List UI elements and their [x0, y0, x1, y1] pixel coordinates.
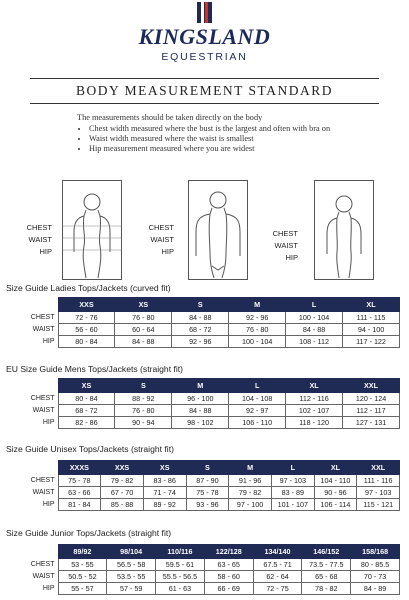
table-cell: 118 - 120 — [286, 417, 343, 429]
table-cell: 66 - 69 — [204, 583, 253, 595]
table-header-row — [6, 298, 400, 312]
child-labels — [266, 228, 298, 264]
guide-title-junior: Size Guide Junior Tops/Jackets (straight fit) — [6, 528, 172, 538]
header-corner — [6, 379, 58, 393]
row-label: CHEST — [30, 477, 55, 484]
table-cell: 97 - 103 — [271, 475, 314, 487]
size-header: 146/152 — [302, 545, 351, 559]
label-waist-child: WAIST — [274, 241, 298, 250]
label-hip: HIP — [39, 247, 52, 256]
table-cell: 60 - 64 — [115, 324, 172, 336]
table-row — [6, 312, 400, 324]
table-cell: 112 - 116 — [286, 393, 343, 405]
size-header: XL — [286, 379, 343, 393]
table-cell: 62 - 64 — [253, 571, 302, 583]
table-cell: 106 - 110 — [229, 417, 286, 429]
size-header: L — [229, 379, 286, 393]
size-header: S — [186, 461, 229, 475]
label-waist: WAIST — [28, 235, 52, 244]
table-cell: 78 - 82 — [302, 583, 351, 595]
table-cell: 92 - 97 — [229, 405, 286, 417]
row-label: WAIST — [32, 573, 55, 580]
table-cell: 63 - 66 — [58, 487, 101, 499]
table-cell: 100 - 104 — [286, 312, 343, 324]
size-header: 134/140 — [253, 545, 302, 559]
table-cell: 112 - 117 — [343, 405, 400, 417]
row-label: WAIST — [32, 326, 55, 333]
intro-lead: The measurements should be taken directly on the body — [77, 113, 263, 122]
size-header: L — [286, 298, 343, 312]
row-label: WAIST — [32, 489, 55, 496]
table-cell: 76 - 80 — [115, 312, 172, 324]
size-header: XL — [314, 461, 357, 475]
size-table-junior — [6, 544, 400, 595]
table-cell: 50.5 - 52 — [58, 571, 107, 583]
guide-title-mens: EU Size Guide Mens Tops/Jackets (straight fit) — [6, 364, 184, 374]
row-label: HIP — [42, 501, 55, 508]
table-cell: 90 - 94 — [115, 417, 172, 429]
woman-labels — [20, 222, 52, 258]
size-table-mens — [6, 378, 400, 429]
table-cell: 90 - 96 — [314, 487, 357, 499]
table-cell: 84 - 89 — [351, 583, 400, 595]
size-header: L — [271, 461, 314, 475]
table-cell: 53 - 55 — [58, 559, 107, 571]
table-cell: 67.5 - 71 — [253, 559, 302, 571]
table-cell: 98 - 102 — [172, 417, 229, 429]
label-waist-man: WAIST — [150, 235, 174, 244]
size-header: M — [229, 298, 286, 312]
table-cell: 65 - 68 — [302, 571, 351, 583]
intro-bullets — [77, 124, 377, 153]
table-cell: 83 - 86 — [143, 475, 186, 487]
table-cell: 108 - 112 — [286, 336, 343, 348]
table-cell: 56.5 - 58 — [107, 559, 156, 571]
table-cell: 79 - 82 — [101, 475, 144, 487]
table-cell: 94 - 100 — [343, 324, 400, 336]
table-cell: 111 - 116 — [357, 475, 400, 487]
size-header: 158/168 — [351, 545, 400, 559]
size-header: XS — [115, 298, 172, 312]
table-cell: 58 - 60 — [204, 571, 253, 583]
brand-subtitle: EQUESTRIAN — [161, 51, 248, 63]
table-cell: 68 - 72 — [58, 405, 115, 417]
table-cell: 96 - 100 — [172, 393, 229, 405]
table-cell: 53.5 - 55 — [107, 571, 156, 583]
title-bar — [30, 78, 379, 104]
size-header: M — [172, 379, 229, 393]
table-cell: 80 - 85.5 — [351, 559, 400, 571]
size-header: XL — [343, 298, 400, 312]
table-cell: 72 - 75 — [253, 583, 302, 595]
table-cell: 75 - 78 — [186, 487, 229, 499]
table-cell: 68 - 72 — [172, 324, 229, 336]
header-corner — [6, 545, 58, 559]
table-cell: 81 - 84 — [58, 499, 101, 511]
label-chest-man: CHEST — [148, 223, 174, 232]
table-cell: 59.5 - 61 — [156, 559, 205, 571]
table-cell: 84 - 88 — [286, 324, 343, 336]
table-row — [6, 417, 400, 429]
table-cell: 83 - 89 — [271, 487, 314, 499]
intro-text — [77, 113, 377, 154]
size-header: S — [115, 379, 172, 393]
size-header: XXS — [101, 461, 144, 475]
bullet-waist: • Waist width measured where the waist is smallest — [89, 134, 377, 143]
size-header: XS — [143, 461, 186, 475]
table-row — [6, 487, 400, 499]
table-cell: 56 - 60 — [58, 324, 115, 336]
table-row — [6, 324, 400, 336]
size-table-ladies — [6, 297, 400, 348]
table-cell: 75 - 78 — [58, 475, 101, 487]
table-cell: 115 - 121 — [357, 499, 400, 511]
size-header: XXL — [343, 379, 400, 393]
table-cell: 73.5 - 77.5 — [302, 559, 351, 571]
row-label: HIP — [42, 419, 55, 426]
table-cell: 87 - 90 — [186, 475, 229, 487]
table-cell: 89 - 92 — [143, 499, 186, 511]
table-cell: 84 - 88 — [172, 312, 229, 324]
table-cell: 111 - 115 — [343, 312, 400, 324]
size-table-unisex — [6, 460, 400, 511]
table-row — [6, 571, 400, 583]
table-row — [6, 393, 400, 405]
size-header: 122/128 — [204, 545, 253, 559]
table-cell: 85 - 88 — [101, 499, 144, 511]
table-cell: 76 - 80 — [229, 324, 286, 336]
table-cell: 127 - 131 — [343, 417, 400, 429]
size-header: 98/104 — [107, 545, 156, 559]
table-cell: 101 - 107 — [271, 499, 314, 511]
bullet-chest: • Chest width measured where the bust is the largest and often with bra on — [89, 124, 377, 133]
size-header: XXXS — [58, 461, 101, 475]
table-cell: 71 - 74 — [143, 487, 186, 499]
table-cell: 67 - 70 — [101, 487, 144, 499]
size-header: M — [229, 461, 272, 475]
table-cell: 92 - 96 — [229, 312, 286, 324]
table-row — [6, 475, 400, 487]
row-label: HIP — [42, 585, 55, 592]
table-cell: 79 - 82 — [229, 487, 272, 499]
table-row — [6, 499, 400, 511]
row-label: CHEST — [30, 561, 55, 568]
table-cell: 72 - 76 — [58, 312, 115, 324]
flag-logo-icon — [197, 2, 212, 23]
table-cell: 57 - 59 — [107, 583, 156, 595]
table-cell: 88 - 92 — [115, 393, 172, 405]
table-cell: 80 - 84 — [58, 393, 115, 405]
label-hip-man: HIP — [161, 247, 174, 256]
table-cell: 55.5 - 56.5 — [156, 571, 205, 583]
row-label: WAIST — [32, 407, 55, 414]
table-cell: 91 - 96 — [229, 475, 272, 487]
brand-header — [0, 0, 409, 68]
table-cell: 106 - 114 — [314, 499, 357, 511]
row-label: CHEST — [30, 395, 55, 402]
header-corner — [6, 298, 58, 312]
table-cell: 97 - 100 — [229, 499, 272, 511]
label-chest-child: CHEST — [272, 229, 298, 238]
table-cell: 93 - 96 — [186, 499, 229, 511]
table-header-row — [6, 545, 400, 559]
table-cell: 100 - 104 — [229, 336, 286, 348]
label-chest: CHEST — [26, 223, 52, 232]
label-hip-child: HIP — [285, 253, 298, 262]
table-cell: 61 - 63 — [156, 583, 205, 595]
table-cell: 84 - 88 — [172, 405, 229, 417]
table-header-row — [6, 379, 400, 393]
table-cell: 104 - 110 — [314, 475, 357, 487]
size-header: XXS — [58, 298, 115, 312]
bullet-hip: • Hip measurement measured where you are widest — [89, 144, 377, 153]
size-header: XXL — [357, 461, 400, 475]
man-figure-icon — [188, 180, 248, 280]
table-header-row — [6, 461, 400, 475]
woman-figure-icon — [62, 180, 122, 280]
size-header: 89/92 — [58, 545, 107, 559]
table-cell: 63 - 65 — [204, 559, 253, 571]
size-header: 110/116 — [156, 545, 205, 559]
table-cell: 84 - 88 — [115, 336, 172, 348]
header-corner — [6, 461, 58, 475]
brand-name: KINGSLAND — [138, 24, 271, 49]
table-cell: 97 - 103 — [357, 487, 400, 499]
row-label: CHEST — [30, 314, 55, 321]
table-cell: 76 - 80 — [115, 405, 172, 417]
table-cell: 82 - 86 — [58, 417, 115, 429]
table-row — [6, 405, 400, 417]
child-figure-icon — [314, 180, 374, 280]
table-cell: 80 - 84 — [58, 336, 115, 348]
guide-title-unisex: Size Guide Unisex Tops/Jackets (straight fit) — [6, 444, 174, 454]
table-cell: 92 - 96 — [172, 336, 229, 348]
table-cell: 55 - 57 — [58, 583, 107, 595]
man-labels — [142, 222, 174, 258]
table-cell: 120 - 124 — [343, 393, 400, 405]
table-row — [6, 559, 400, 571]
size-header: XS — [58, 379, 115, 393]
guide-title-ladies: Size Guide Ladies Tops/Jackets (curved fit) — [6, 283, 171, 293]
table-row — [6, 583, 400, 595]
table-cell: 102 - 107 — [286, 405, 343, 417]
row-label: HIP — [42, 338, 55, 345]
table-row — [6, 336, 400, 348]
table-cell: 70 - 73 — [351, 571, 400, 583]
table-cell: 104 - 108 — [229, 393, 286, 405]
size-header: S — [172, 298, 229, 312]
page-title: BODY MEASUREMENT STANDARD — [76, 83, 333, 98]
table-cell: 117 - 122 — [343, 336, 400, 348]
